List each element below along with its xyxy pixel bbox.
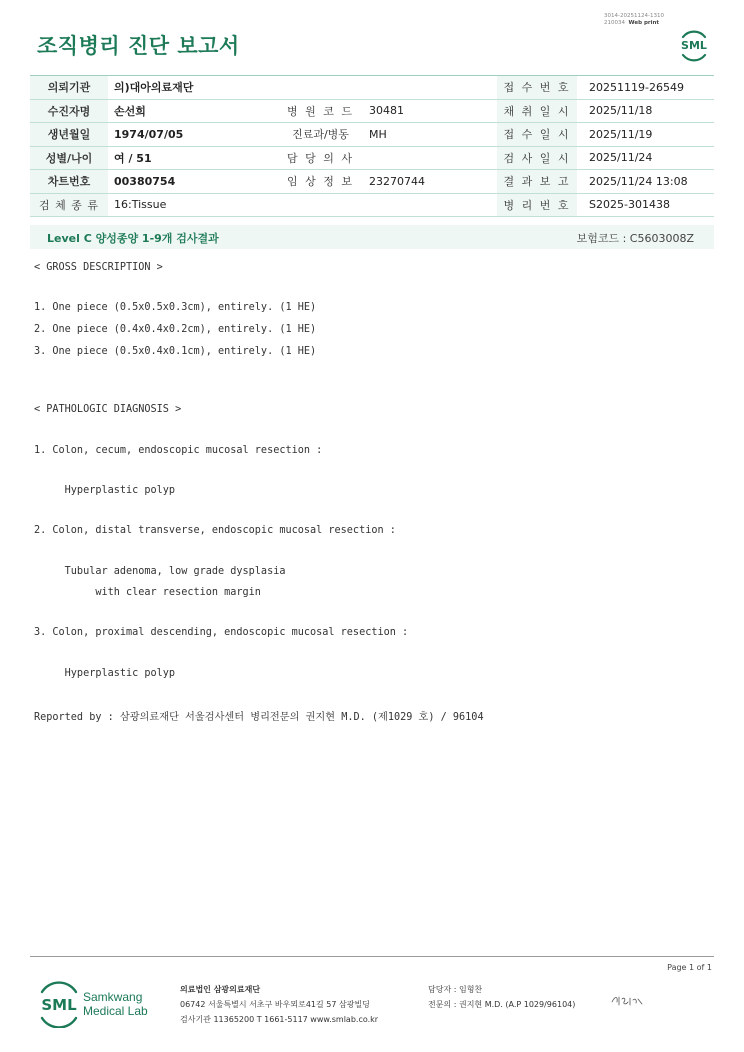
value-doctor <box>363 146 497 170</box>
table-row <box>30 193 714 217</box>
value-test-date: 2025/11/24 <box>577 146 714 170</box>
footer-logo <box>37 980 157 1032</box>
svg-text:Samkwang: Samkwang <box>83 990 143 1004</box>
print-meta-label: Web print <box>628 20 660 26</box>
signature <box>610 993 644 1013</box>
value-pathology-no: S2025-301438 <box>577 193 714 217</box>
value-receipt-no: 20251119-26549 <box>577 76 714 100</box>
svg-text:SML: SML <box>681 39 707 52</box>
svg-text:Medical Lab: Medical Lab <box>83 1004 148 1018</box>
table-row <box>30 99 714 123</box>
page-title: 조직병리 진단 보고서 <box>37 34 240 58</box>
diagnosis-1-result: Hyperplastic polyp <box>34 485 176 496</box>
value-collection-date: 2025/11/18 <box>577 99 714 123</box>
label-receipt-no: 접 수 번 호 <box>497 76 577 100</box>
org-address: 06742 서울특별시 서초구 바우뫼로41길 57 삼광빌딩 <box>180 1000 370 1009</box>
patient-info-table <box>30 75 714 217</box>
value-sex-age: 여 / 51 <box>108 146 278 170</box>
label-doctor: 담 당 의 사 <box>278 146 363 170</box>
label-receipt-date: 접 수 일 시 <box>497 123 577 147</box>
diagnosis-1-site: 1. Colon, cecum, endoscopic mucosal resection : <box>34 445 323 456</box>
reported-by: Reported by : 삼광의료재단 서울검사센터 병리전문의 권지현 M.D. (제1029 호) / 96104 <box>34 712 484 723</box>
diagnosis-3-result: Hyperplastic polyp <box>34 668 176 679</box>
label-clinical-info: 임 상 정 보 <box>278 170 363 194</box>
gross-line-3: 3. One piece (0.5x0.4x0.1cm), entirely. (1 HE) <box>34 346 317 357</box>
svg-text:SML: SML <box>41 996 77 1014</box>
label-requester: 의뢰기관 <box>30 76 108 100</box>
diagnosis-2-site: 2. Colon, distal transverse, endoscopic mucosal resection : <box>34 525 396 536</box>
label-specimen-type: 검 체 종 류 <box>30 193 108 217</box>
diagnosis-2-margin: with clear resection margin <box>34 587 261 598</box>
org-name: 의료법인 삼광의료재단 <box>180 985 261 994</box>
label-hospital-code: 병 원 코 드 <box>278 99 363 123</box>
footer-org-info <box>180 982 378 1027</box>
gross-line-1: 1. One piece (0.5x0.5x0.3cm), entirely. (1 HE) <box>34 302 317 313</box>
value-patient-name: 손선희 <box>108 99 278 123</box>
diagnosis-heading: < PATHOLOGIC DIAGNOSIS > <box>34 404 182 415</box>
gross-heading: < GROSS DESCRIPTION > <box>34 262 163 273</box>
value-specimen-type: 16:Tissue <box>108 193 497 217</box>
label-sex-age: 성별/나이 <box>30 146 108 170</box>
print-meta-line2 <box>604 20 684 27</box>
label-collection-date: 채 취 일 시 <box>497 99 577 123</box>
label-department: 진료과/병동 <box>278 123 363 147</box>
insurance-code: 보험코드 : C5603008Z <box>576 232 694 245</box>
diagnosis-2-result: Tubular adenoma, low grade dysplasia <box>34 566 286 577</box>
value-hospital-code: 30481 <box>363 99 497 123</box>
section-title: Level C 양성종양 1-9개 검사결과 <box>47 232 219 245</box>
value-clinical-info: 23270744 <box>363 170 497 194</box>
table-row <box>30 170 714 194</box>
label-test-date: 검 사 일 시 <box>497 146 577 170</box>
print-meta-line1: 3014-20251124-1310 <box>604 13 664 19</box>
table-row <box>30 76 714 100</box>
org-contact: 검사기관 11365200 T 1661-5117 www.smlab.co.kr <box>180 1015 379 1024</box>
value-requester: 의)대아의료재단 <box>108 76 497 100</box>
label-chart-no: 차트번호 <box>30 170 108 194</box>
sml-logo-icon <box>676 27 712 63</box>
gross-line-2: 2. One piece (0.4x0.4x0.2cm), entirely. (1 HE) <box>34 324 317 335</box>
print-meta-id: 210034 <box>604 20 625 26</box>
page-number: Page 1 of 1 <box>667 963 712 972</box>
value-chart-no: 00380754 <box>108 170 278 194</box>
value-department: MH <box>363 123 497 147</box>
label-birth-date: 생년월일 <box>30 123 108 147</box>
specialist: 전문의 : 권지현 M.D. (A.P 1029/96104) <box>428 1000 576 1009</box>
label-patient-name: 수진자명 <box>30 99 108 123</box>
footer-staff-info <box>428 982 575 1012</box>
value-receipt-date: 2025/11/19 <box>577 123 714 147</box>
label-result-report: 결 과 보 고 <box>497 170 577 194</box>
footer-divider <box>30 956 714 957</box>
value-result-report: 2025/11/24 13:08 <box>577 170 714 194</box>
print-meta <box>604 13 684 27</box>
table-row <box>30 123 714 147</box>
value-birth-date: 1974/07/05 <box>108 123 278 147</box>
manager: 담당자 : 임형찬 <box>428 985 483 994</box>
label-pathology-no: 병 리 번 호 <box>497 193 577 217</box>
table-row <box>30 146 714 170</box>
diagnosis-3-site: 3. Colon, proximal descending, endoscopic mucosal resection : <box>34 627 409 638</box>
